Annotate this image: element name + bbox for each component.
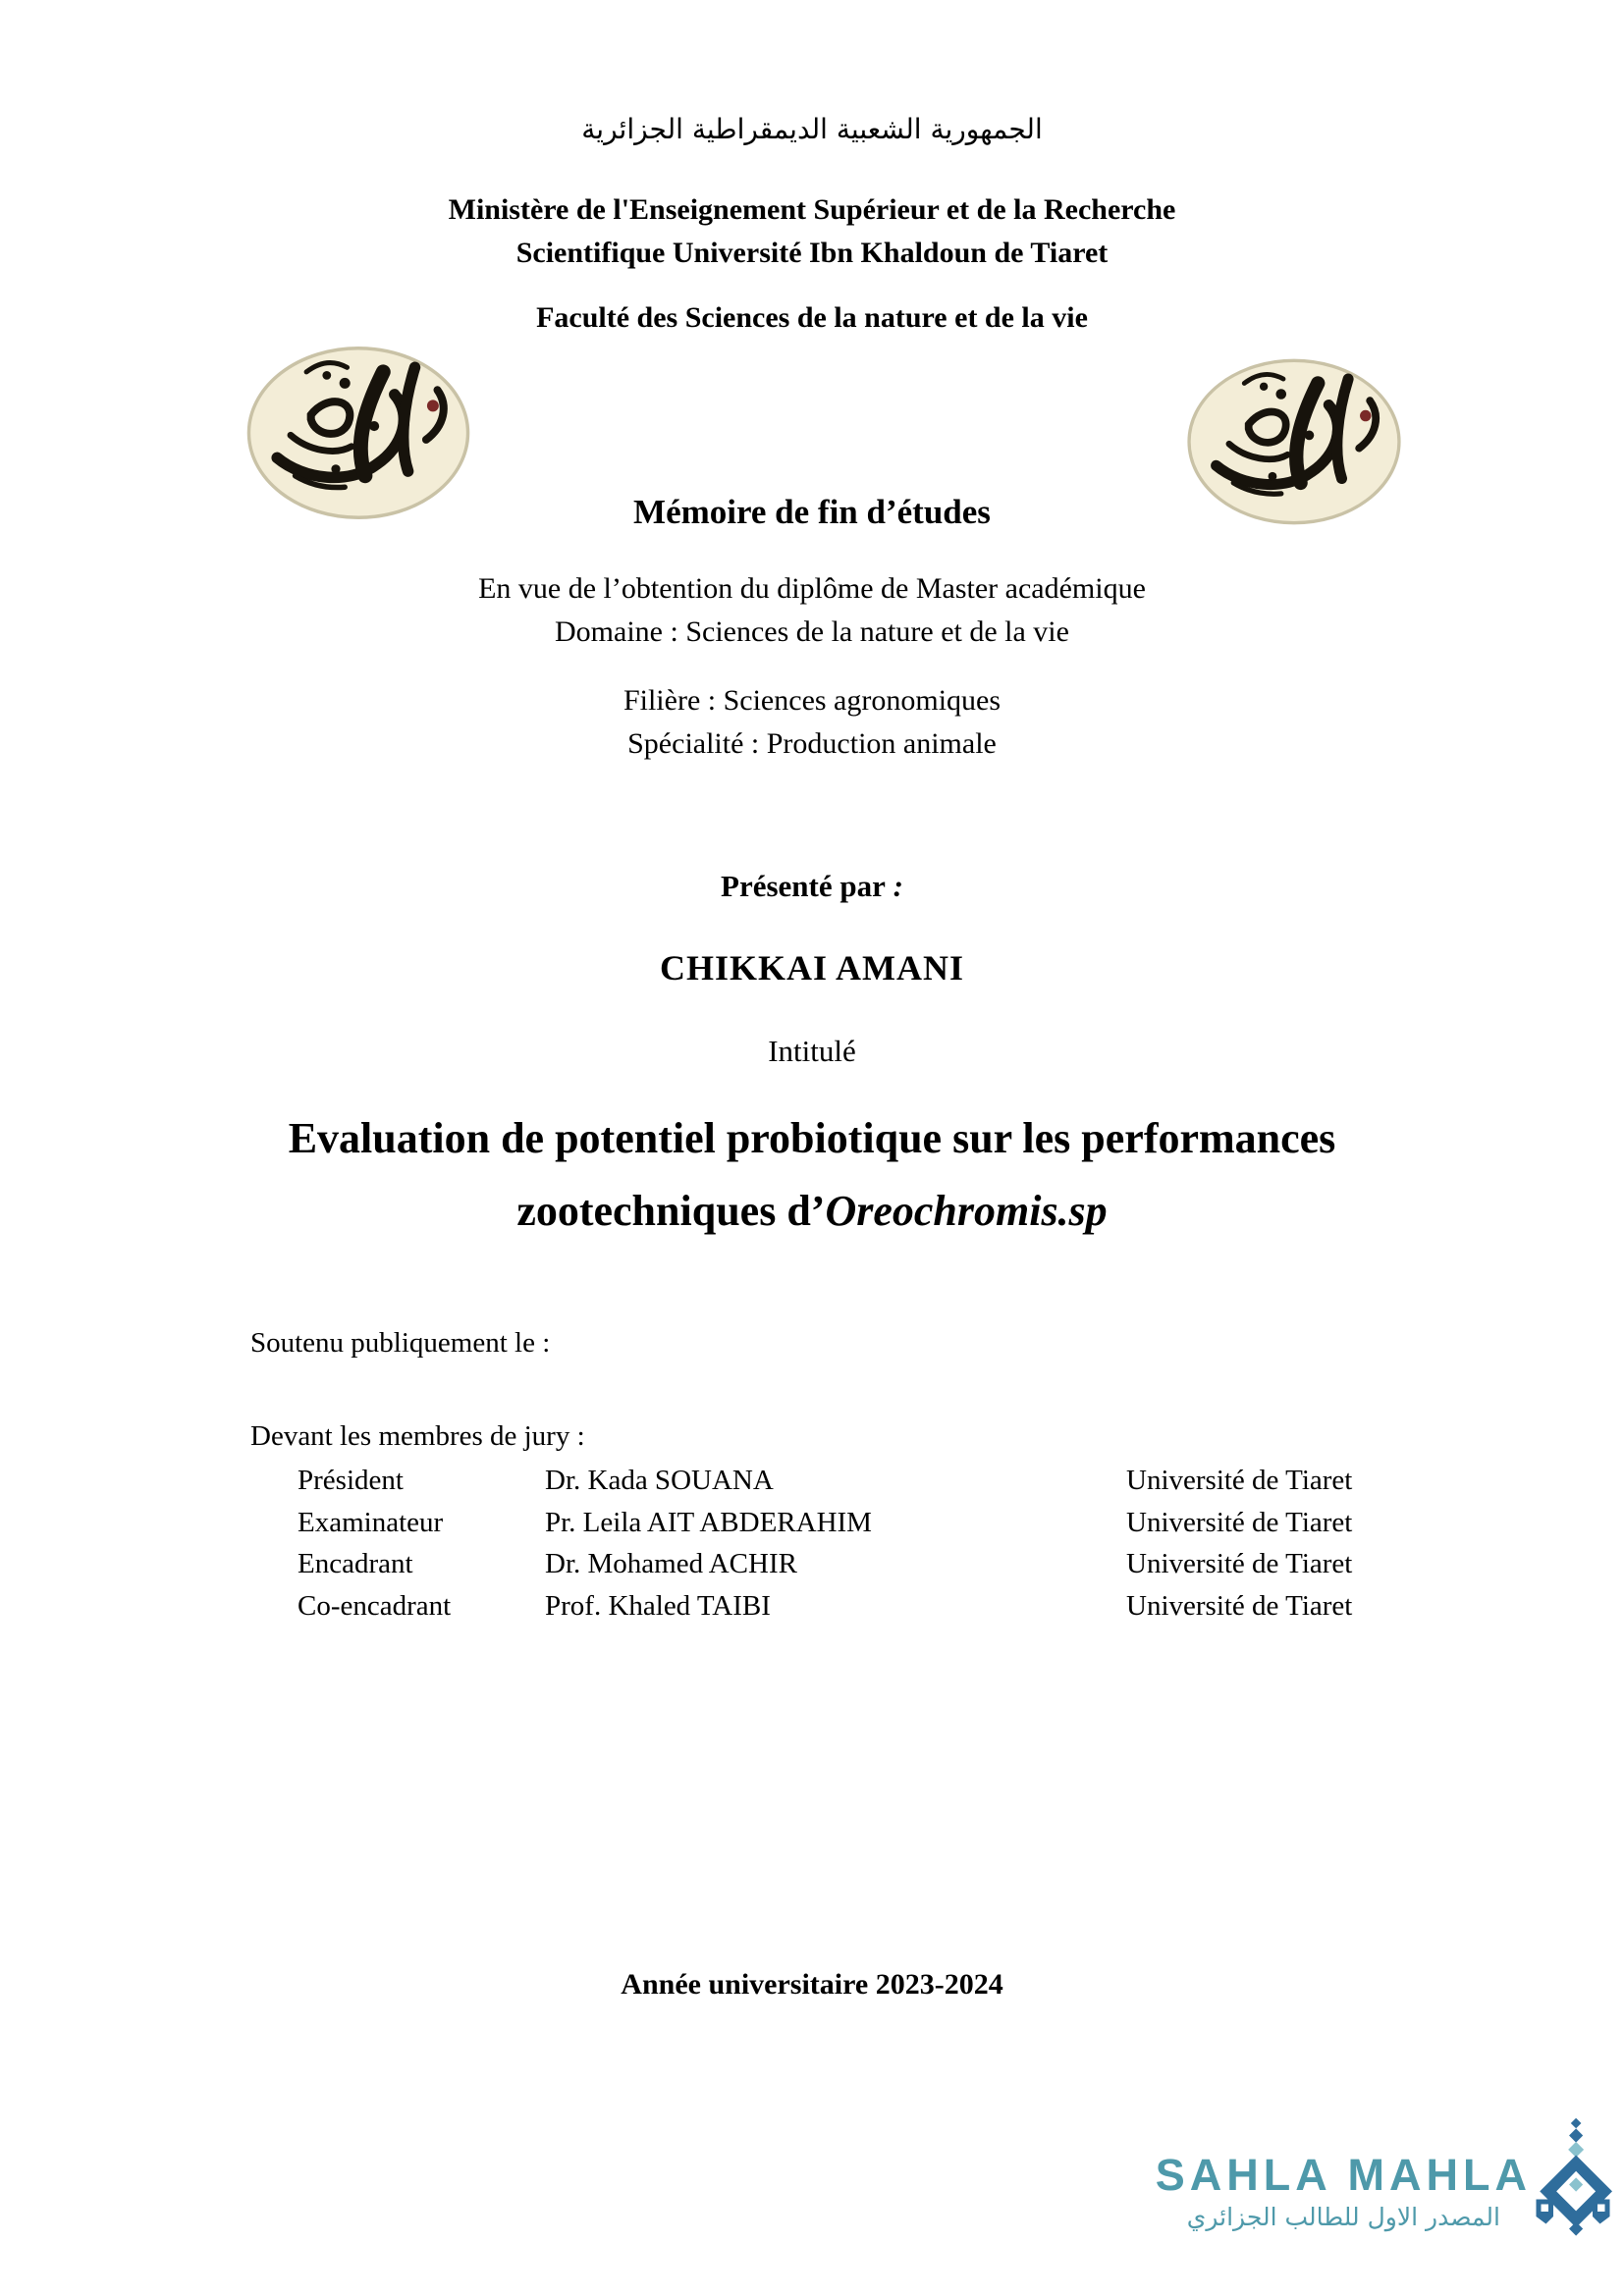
author-name: CHIKKAI AMANI (659, 948, 965, 988)
ministry-heading (0, 188, 1624, 275)
species-name: Oreochromis.sp (825, 1187, 1108, 1235)
jury-section-label: Devant les membres de jury : (250, 1420, 585, 1452)
jury-affiliation: Université de Tiaret (1126, 1506, 1353, 1538)
jury-role: Président (298, 1465, 404, 1496)
jury-name: Dr. Mohamed ACHIR (545, 1548, 797, 1579)
thesis-title (0, 1102, 1624, 1248)
jury-role: Encadrant (298, 1548, 413, 1579)
jury-name: Prof. Khaled TAIBI (545, 1589, 771, 1622)
ministry-line1: Ministère de l'Enseignement Supérieur et de la Recherche (448, 193, 1176, 226)
thesis-title-line2: zootechniques d’Oreochromis.sp (516, 1187, 1108, 1235)
memoir-title: Mémoire de fin d’études (633, 493, 991, 531)
jury-table (298, 1460, 1624, 1627)
republic-title-arabic: الجمهورية الشعبية الديمقراطية الجزائرية (581, 113, 1043, 145)
defense-date-label: Soutenu publiquement le : (250, 1327, 551, 1359)
thesis-title-line1: Evaluation de potentiel probiotique sur les performances (288, 1114, 1336, 1162)
ministry-line2: Scientifique Université Ibn Khaldoun de Tiaret (515, 237, 1109, 269)
university-seal-right-icon (1181, 357, 1407, 526)
degree-speciality: Spécialité : Production animale (627, 727, 997, 760)
jury-name: Dr. Kada SOUANA (545, 1465, 774, 1496)
academic-year: Année universitaire 2023-2024 (621, 1968, 1003, 2001)
brand-text-block (1156, 2152, 1532, 2234)
jury-affiliation: Université de Tiaret (1126, 1589, 1353, 1622)
brand-name: SAHLA MAHLA (1155, 2150, 1532, 2200)
jury-affiliation: Université de Tiaret (1126, 1465, 1353, 1496)
faculty-heading: Faculté des Sciences de la nature et de la vie (536, 301, 1088, 334)
brand-tagline-arabic: المصدر الاول للطالب الجزائري (1186, 2203, 1500, 2231)
degree-field-block (0, 679, 1624, 766)
degree-field: Filière : Sciences agronomiques (623, 684, 1001, 717)
jury-role: Examinateur (298, 1506, 444, 1538)
sahla-mahla-watermark (1156, 2118, 1612, 2242)
degree-domain: Domaine : Sciences de la nature et de la vie (555, 615, 1069, 648)
intitule-label: Intitulé (768, 1034, 856, 1068)
jury-affiliation: Université de Tiaret (1126, 1548, 1353, 1579)
presented-by-label: Présenté par : (721, 869, 903, 903)
university-seal-left-icon (245, 342, 471, 524)
degree-purpose-block (0, 567, 1624, 654)
jury-role: Co-encadrant (298, 1589, 452, 1622)
presented-by-colon: : (885, 869, 903, 903)
kufic-calligraphy-icon (1534, 2118, 1612, 2242)
degree-purpose: En vue de l’obtention du diplôme de Master académique (478, 572, 1146, 605)
jury-name: Pr. Leila AIT ABDERAHIM (545, 1506, 872, 1538)
